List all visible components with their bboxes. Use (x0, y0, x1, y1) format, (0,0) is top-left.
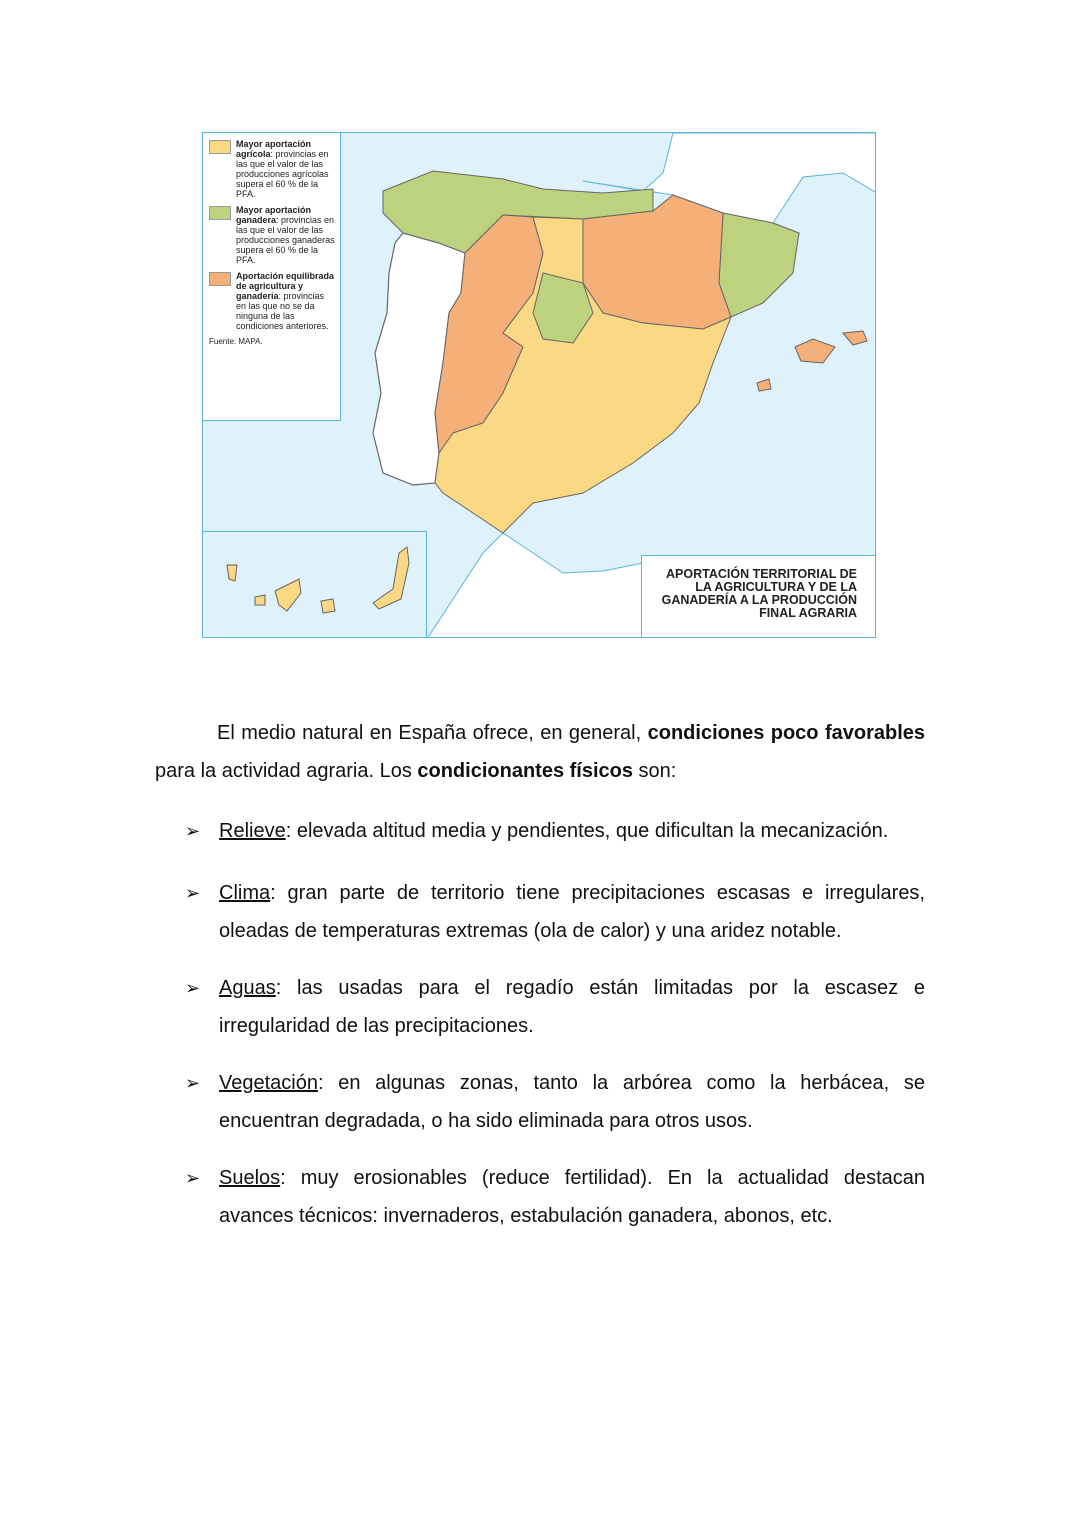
arrow-bullet-icon: ➢ (185, 1073, 201, 1093)
map-figure (202, 132, 876, 638)
canary-inset (203, 531, 427, 637)
map-legend (203, 133, 341, 421)
map-source: Fuente: MAPA. (209, 337, 263, 346)
arrow-bullet-icon: ➢ (185, 1168, 201, 1188)
list-item: ➢ Clima: gran parte de territorio tiene precipitaciones escasas e irregulares, oleadas de temperaturas extremas (ola de calor) y una aridez notable. (155, 874, 925, 950)
region-ganadera-east (719, 213, 799, 317)
physical-factors-list (155, 812, 925, 1235)
intro-paragraph: El medio natural en España ofrece, en general, condiciones poco favorables para la actividad agraria. Los condicionantes físicos son: (155, 722, 926, 782)
arrow-bullet-icon: ➢ (185, 821, 201, 841)
list-item: ➢ Vegetación: en algunas zonas, tanto la arbórea como la herbácea, se encuentran degradada, o ha sido eliminada para otros usos. (155, 1064, 925, 1140)
legend-text: Aportación equilibrada de agricultura y ganadería: provincias en las que no se da ninguna de las condiciones anteriores. (236, 271, 335, 331)
legend-item-ganadera (209, 205, 336, 265)
list-item: ➢ Aguas: las usadas para el regadío están limitadas por la escasez e irregularidad de las precipitaciones. (155, 969, 925, 1045)
swatch-agricola (209, 140, 231, 154)
arrow-bullet-icon: ➢ (185, 978, 201, 998)
swatch-ganadera (209, 206, 231, 220)
legend-text: Mayor aportación agrícola: provincias en las que el valor de las producciones agrícolas supera el 60 % de la PFA. (236, 139, 329, 199)
africa-land (427, 533, 643, 638)
arrow-bullet-icon: ➢ (185, 883, 201, 903)
list-item: ➢ Relieve: elevada altitud media y pendientes, que dificultan la mecanización. (155, 812, 925, 850)
list-item: ➢ Suelos: muy erosionables (reduce fertilidad). En la actualidad destacan avances técnicos: invernaderos, estabulación ganadera, abonos, etc. (155, 1159, 925, 1235)
map-title: APORTACIÓN TERRITORIAL DE LA AGRICULTURA Y DE LA GANADERÍA A LA PRODUCCIÓN FINAL AGRARIA (641, 555, 875, 637)
balearic-islands (757, 331, 867, 391)
legend-text: Mayor aportación ganadera: provincias en las que el valor de las producciones ganaderas supera el 60 % de la PFA. (236, 205, 335, 265)
legend-item-agricola (209, 139, 336, 199)
legend-item-equilibrada (209, 271, 336, 331)
swatch-equilibrada (209, 272, 231, 286)
